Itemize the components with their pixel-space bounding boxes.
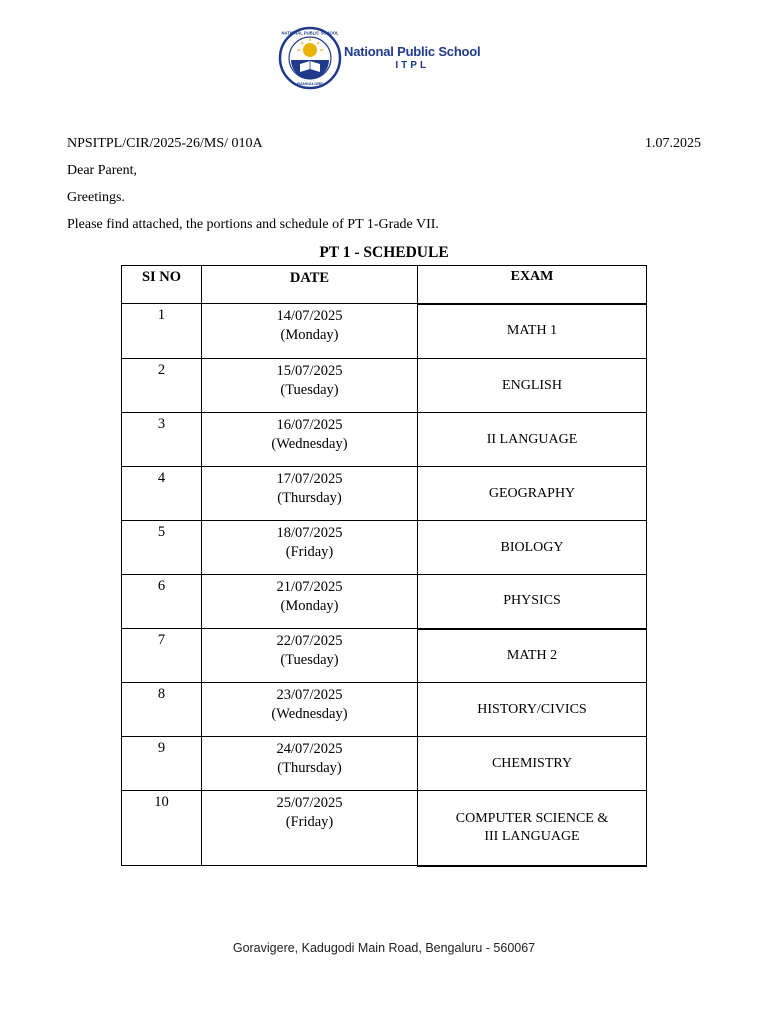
exam-cell: CHEMISTRY [418,737,647,791]
exam-name-line-2: III LANGUAGE [484,828,580,844]
exam-cell: MATH 2 [418,629,647,683]
exam-cell: ENGLISH [418,359,647,413]
exam-day: (Monday) [280,598,339,614]
salutation: Dear Parent, [67,163,137,178]
date-cell [202,467,418,521]
schedule-table [121,265,647,867]
sl-no-cell: 6 [122,575,202,629]
exam-cell: MATH 1 [418,304,647,359]
footer-address: Goravigere, Kadugodi Main Road, Bengaluru - 560067 [232,941,536,955]
exam-cell [418,791,647,866]
table-row [122,359,647,413]
date-cell [202,359,418,413]
date-cell [202,521,418,575]
exam-day: (Wednesday) [271,436,348,452]
exam-cell: II LANGUAGE [418,413,647,467]
table-row [122,791,647,866]
school-branch: ITPL [395,59,430,71]
table-row [122,467,647,521]
exam-day: (Tuesday) [280,382,339,398]
table-header-row [122,266,647,304]
school-name: National Public School [344,43,481,59]
exam-cell: HISTORY/CIVICS [418,683,647,737]
letterhead [278,26,480,90]
table-row [122,413,647,467]
column-header-exam: EXAM [418,266,647,304]
school-name-block [344,44,480,71]
column-header-sl-no: SI NO [122,266,202,304]
reference-line [67,136,701,152]
circular-reference: NPSITPL/CIR/2025-26/MS/ 010A [67,136,263,151]
exam-day: (Tuesday) [280,652,339,668]
svg-text:BANGALORE: BANGALORE [297,81,323,86]
exam-day: (Thursday) [277,760,342,776]
table-row [122,304,647,359]
sl-no-cell: 8 [122,683,202,737]
sl-no-cell: 4 [122,467,202,521]
exam-day: (Monday) [280,327,339,343]
exam-date: 15/07/2025 [276,363,343,379]
exam-date: 18/07/2025 [276,525,343,541]
exam-date: 16/07/2025 [276,417,343,433]
exam-date: 24/07/2025 [276,741,343,757]
exam-date: 21/07/2025 [276,579,343,595]
column-header-date: DATE [202,266,418,304]
date-cell [202,575,418,629]
table-row [122,683,647,737]
sl-no-cell: 10 [122,791,202,866]
date-cell [202,629,418,683]
sl-no-cell: 3 [122,413,202,467]
exam-date: 25/07/2025 [276,795,343,811]
exam-cell: PHYSICS [418,575,647,629]
exam-date: 17/07/2025 [276,471,343,487]
exam-cell: BIOLOGY [418,521,647,575]
table-row [122,737,647,791]
date-cell [202,737,418,791]
exam-day: (Wednesday) [271,706,348,722]
exam-date: 22/07/2025 [276,633,343,649]
sl-no-cell: 1 [122,304,202,359]
exam-name-line-1: COMPUTER SCIENCE & [455,810,609,826]
sl-no-cell: 7 [122,629,202,683]
sl-no-cell: 2 [122,359,202,413]
exam-cell: GEOGRAPHY [418,467,647,521]
date-cell [202,304,418,359]
table-row [122,575,647,629]
date-cell [202,791,418,866]
body-text: Please find attached, the portions and schedule of PT 1-Grade VII. [67,217,439,232]
exam-date: 14/07/2025 [276,308,343,324]
date-cell [202,683,418,737]
greeting: Greetings. [67,190,125,205]
sl-no-cell: 5 [122,521,202,575]
circular-date: 1.07.2025 [645,136,701,151]
exam-day: (Thursday) [277,490,342,506]
date-cell [202,413,418,467]
exam-day: (Friday) [285,814,334,830]
svg-text:NATIONAL PUBLIC SCHOOL: NATIONAL PUBLIC SCHOOL [281,30,339,36]
table-row [122,629,647,683]
school-seal-logo [278,26,342,90]
schedule-title: PT 1 - SCHEDULE [319,244,449,261]
exam-day: (Friday) [285,544,334,560]
table-row [122,521,647,575]
sl-no-cell: 9 [122,737,202,791]
exam-date: 23/07/2025 [276,687,343,703]
